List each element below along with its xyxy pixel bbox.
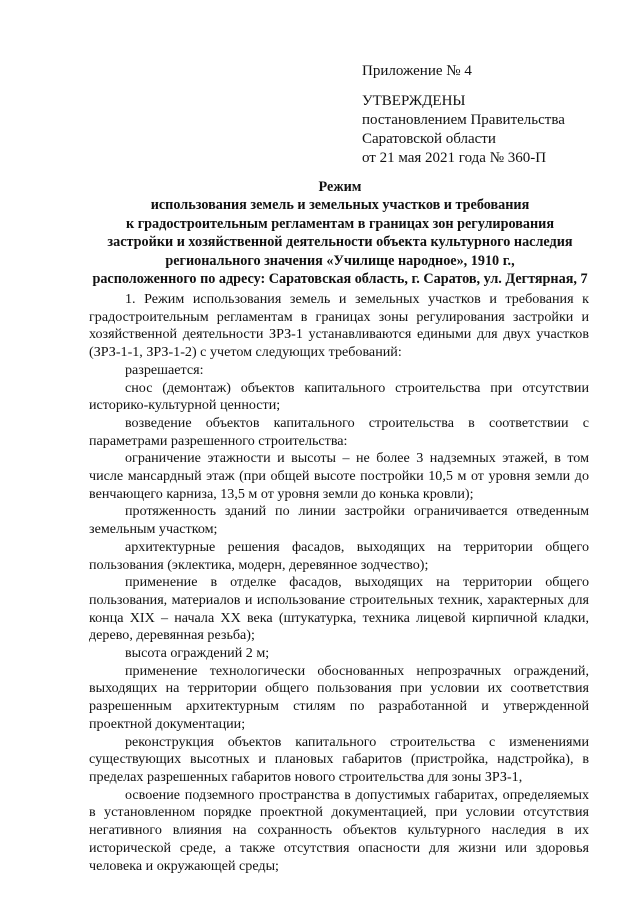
spacer bbox=[362, 81, 622, 92]
approval-block bbox=[362, 62, 622, 168]
approval-line: Саратовской области bbox=[362, 131, 496, 147]
approval-date-line: от 21 мая 2021 года № 360-П bbox=[362, 150, 547, 166]
title-line: застройки и хозяйственной деятельности объекта культурного наследия bbox=[107, 234, 573, 251]
paragraph: высота ограждений 2 м; bbox=[125, 645, 270, 662]
paragraph-intro: 1. Режим использования земель и земельных участков и требования к градостроительным регламентам в границах зоны регулирования застройки и хозяйственной деятельности ЗРЗ-1 устанавливаются едиными для двух участков (ЗРЗ-1-1, ЗРЗ-1-2) с учетом следующих требований: bbox=[89, 291, 589, 361]
document-title bbox=[60, 178, 620, 288]
approval-line: постановлением Правительства bbox=[362, 112, 565, 128]
paragraph: реконструкция объектов капитального строительства с изменениями существующих высотных и плановых габаритов (пристройка, надстройка), в пределах разрешенных габаритов нового строительства для зоны ЗРЗ-1, bbox=[89, 733, 589, 785]
title-line: к градостроительным регламентам в границах зон регулирования bbox=[126, 215, 554, 232]
appendix-label: Приложение № 4 bbox=[362, 63, 472, 79]
document-body bbox=[89, 291, 589, 875]
paragraph: протяженность зданий по линии застройки ограничивается отведенным земельным участком; bbox=[89, 503, 589, 538]
paragraph: освоение подземного пространства в допустимых габаритах, определяемых в установленном порядке проектной документацией, при условии отсутствия негативного влияния на сохранность объектов культурного наследия в их исторической среде, а также отсутствия опасности для жизни или здоровья человека и окружающей среды; bbox=[89, 786, 589, 874]
approved-heading: УТВЕРЖДЕНЫ bbox=[362, 93, 466, 109]
paragraph: применение в отделке фасадов, выходящих на территории общего пользования, материалов и использование строительных техник, характерных для конца XIX – начала XX века (штукатурка, техника лицевой кирпичной кладки, дерево, деревянная резьба); bbox=[89, 574, 589, 644]
paragraph: архитектурные решения фасадов, выходящих на территории общего пользования (эклектика, модерн, деревянное зодчество); bbox=[89, 538, 589, 573]
paragraph: применение технологически обоснованных непрозрачных ограждений, выходящих на территории общего пользования при условии их соответствия разрешенным архитектурным стилям по разработанной и утвержденной проектной документации; bbox=[89, 662, 589, 732]
title-line: Режим bbox=[318, 179, 362, 195]
title-line: регионального значения «Училище народное», 1910 г., bbox=[165, 252, 515, 269]
paragraph: ограничение этажности и высоты – не более 3 надземных этажей, в том числе мансардный этаж (при общей высоте постройки 10,5 м от уровня земли до венчающего карниза, 13,5 м от уровня земли до конька кровли); bbox=[89, 450, 589, 502]
title-line: использования земель и земельных участков и требования bbox=[150, 197, 530, 214]
paragraph: разрешается: bbox=[125, 361, 204, 378]
paragraph: снос (демонтаж) объектов капитального строительства при отсутствии историко-культурной ценности; bbox=[89, 379, 589, 414]
paragraph: возведение объектов капитального строительства в соответствии с параметрами разрешенного строительства: bbox=[89, 414, 589, 449]
title-line: расположенного по адресу: Саратовская область, г. Саратов, ул. Дегтярная, 7 bbox=[92, 271, 588, 288]
